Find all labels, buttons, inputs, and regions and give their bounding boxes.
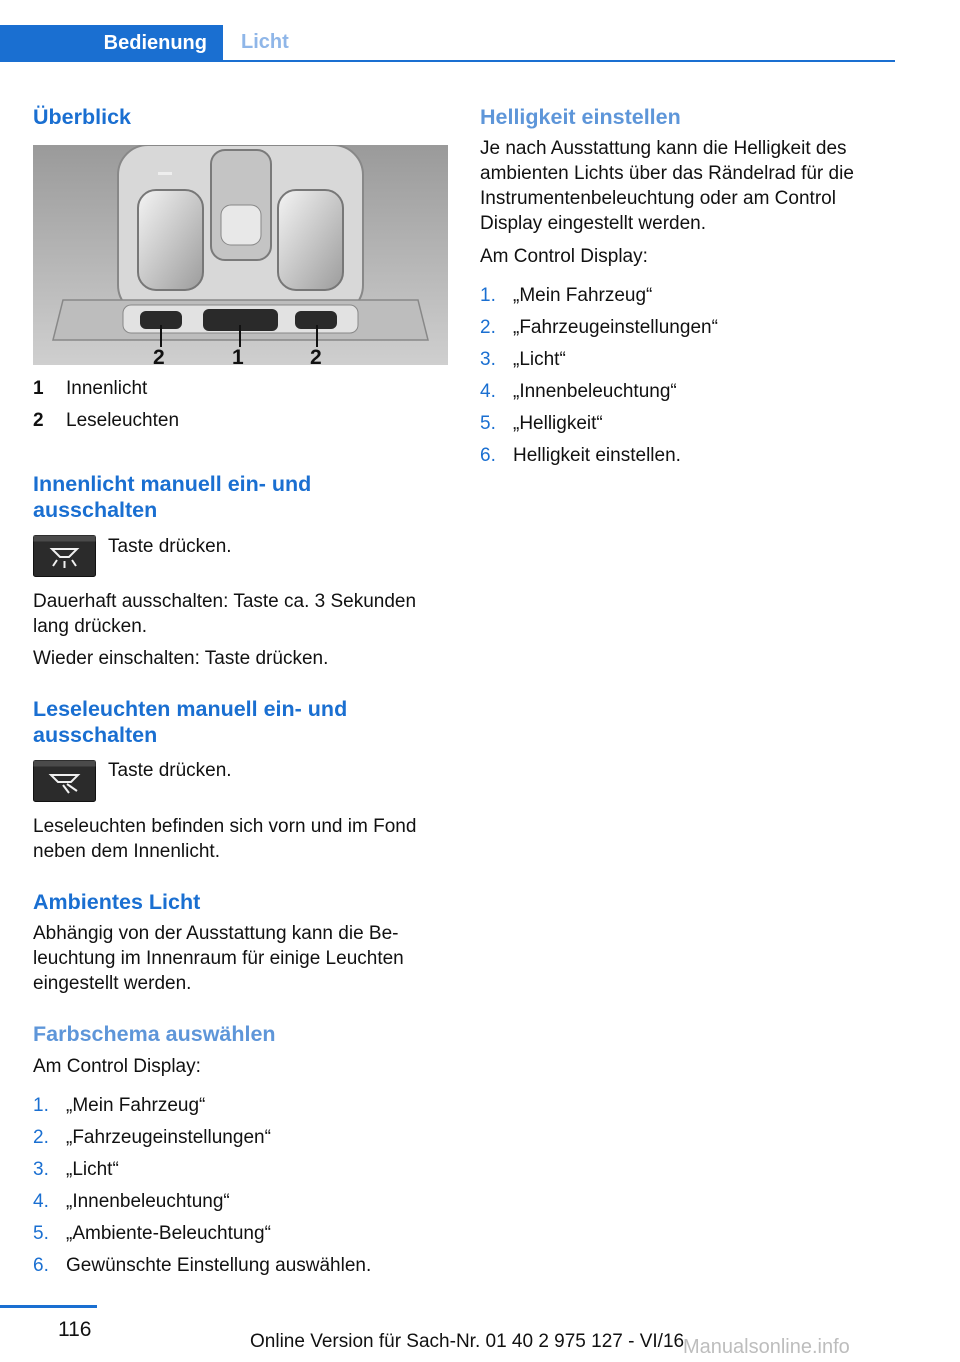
interior-light-button-icon [33, 535, 96, 577]
ambient-heading: Ambientes Licht [33, 890, 201, 914]
innenlicht-heading: Innenlicht manuell ein- und ausschalten [33, 472, 312, 522]
helligkeit-heading: Helligkeit einstellen [480, 105, 681, 129]
ambient-paragraph: Abhängig von der Ausstattung kann die Be‐ leuchtung im Innenraum für einige Leuchten eingestellt werden. [33, 923, 404, 994]
innen-button-text: Taste drücken. [108, 536, 232, 557]
legend-text: Leseleuchten [66, 410, 180, 431]
farbschema-steps [33, 1093, 448, 1285]
overview-heading: Überblick [33, 105, 131, 129]
online-version-text: Online Version für Sach-Nr. 01 40 2 975 127 - VI/16 [250, 1331, 685, 1352]
list-item: 5. „Ambiente-Beleuchtung“ [33, 1223, 271, 1244]
overhead-console-photo [33, 145, 448, 365]
tab-licht[interactable]: Licht [241, 31, 289, 53]
helligkeit-paragraph: Je nach Ausstattung kann die Helligkeit des ambienten Lichts über das Rändelrad für die Instrumentenbeleuchtung oder am Control Display eingestellt werden. [480, 138, 854, 234]
photo-label-2-right: 2 [310, 346, 322, 365]
list-item: 6. Gewünschte Einstellung auswählen. [33, 1255, 372, 1276]
reading-light-button-icon [33, 760, 96, 802]
farbschema-intro: Am Control Display: [33, 1056, 201, 1077]
legend-text: Innenlicht [66, 378, 148, 399]
list-item: 1. „Mein Fahrzeug“ [33, 1095, 206, 1116]
header-rule [0, 60, 895, 62]
lese-paragraph-1: Leseleuchten befinden sich vorn und im Fond neben dem Innenlicht. [33, 816, 417, 862]
list-item: 5. „Helligkeit“ [480, 413, 603, 434]
lese-button-text: Taste drücken. [108, 760, 232, 781]
innen-paragraph-1: Dauerhaft ausschalten: Taste ca. 3 Sekunden lang drücken. [33, 591, 417, 637]
list-item: 3. „Licht“ [480, 349, 566, 370]
list-item: 2. „Fahrzeugeinstellungen“ [480, 317, 718, 338]
header-tabs [0, 25, 895, 61]
photo-label-1: 1 [232, 346, 244, 365]
helligkeit-intro: Am Control Display: [480, 246, 648, 267]
farbschema-heading: Farbschema auswählen [33, 1022, 276, 1046]
photo-label-2-left: 2 [153, 346, 165, 365]
innen-paragraph-2: Wieder einschalten: Taste drücken. [33, 648, 329, 669]
list-item: 6. Helligkeit einstellen. [480, 445, 681, 466]
watermark: Manualsonline.info [683, 1336, 850, 1358]
leseleuchten-heading: Leseleuchten manuell ein- und ausschalten [33, 697, 348, 747]
list-item: 3. „Licht“ [33, 1159, 119, 1180]
list-item: 4. „Innenbeleuchtung“ [480, 381, 677, 402]
list-item: 2. „Fahrzeugeinstellungen“ [33, 1127, 271, 1148]
tab-bedienung[interactable]: Bedienung [0, 25, 223, 62]
legend-num: 1 [33, 378, 44, 399]
list-item: 4. „Innenbeleuchtung“ [33, 1191, 230, 1212]
helligkeit-steps [480, 283, 895, 475]
list-item: 1. „Mein Fahrzeug“ [480, 285, 653, 306]
page-number: 116 [58, 1318, 92, 1341]
legend-num: 2 [33, 410, 44, 431]
footer-rule [0, 1305, 97, 1308]
